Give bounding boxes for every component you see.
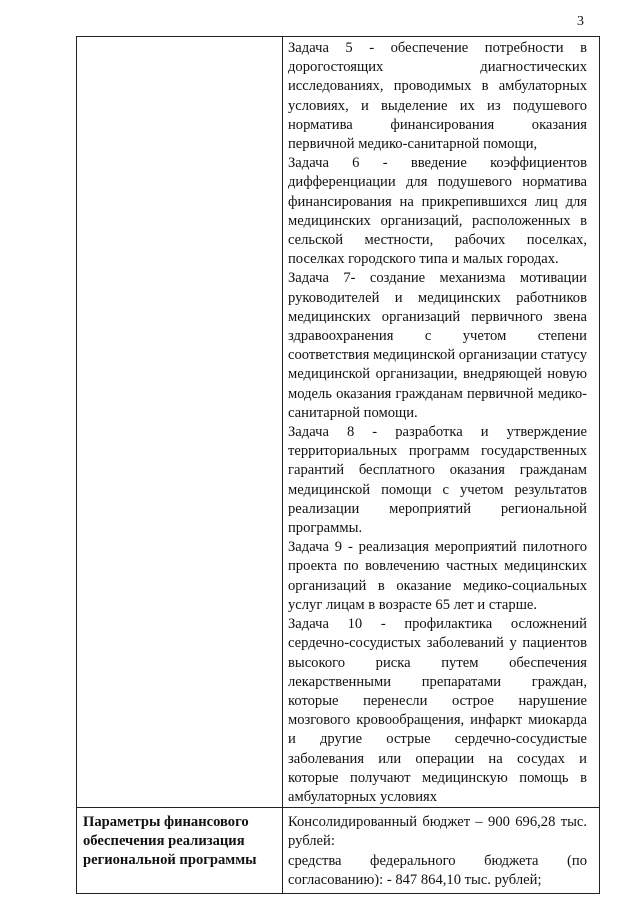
task-9: Задача 9 - реализация мероприятий пилотного проекта по вовлечению частных медицинских организаций в оказание медико-социальных услуг лицам в возрасте 65 лет и старше. xyxy=(288,539,587,613)
financing-text-cell xyxy=(283,808,600,894)
consolidated-budget: Консолидированный бюджет – 900 696,28 тыс. рублей: xyxy=(288,814,587,850)
tasks-row xyxy=(77,37,600,808)
task-7: Задача 7- создание механизма мотивации руководителей и медицинских работников медицинских организаций первичного звена здравоохранения с учетом степени соответствия медицинской организации статусу медицинской организации, внедряющей новую модель оказания гражданам первичной медико-санитарной помощи. xyxy=(288,270,587,421)
tasks-label-cell xyxy=(77,37,283,808)
financing-row xyxy=(77,808,600,894)
task-10: Задача 10 - профилактика осложнений сердечно-сосудистых заболеваний у пациентов высокого риска путем обеспечения лекарственными препаратами граждан, которые перенесли острое нарушение мозгового кровообращения, инфаркт миокарда и другие острые сердечно-сосудистые заболевания или операции на сосудах и которые получают медицинскую помощь в амбулаторных условиях xyxy=(288,616,587,805)
federal-budget: средства федерального бюджета (по согласованию): - 847 864,10 тыс. рублей; xyxy=(288,852,587,888)
task-6: Задача 6 - введение коэффициентов дифференциации для подушевого норматива финансирования на прикрепившихся лиц для медицинских организаций, расположенных в сельской местности, рабочих поселках, поселках городского типа и малых городах. xyxy=(288,155,587,268)
tasks-text-cell xyxy=(283,37,600,808)
task-5: Задача 5 - обеспечение потребности в дорогостоящих диагностических исследованиях, проводимых в амбулаторных условиях, и выделение их из подушевого норматива финансирования оказания первичной медико-санитарной помощи, xyxy=(288,40,587,153)
program-table xyxy=(76,36,600,894)
task-8: Задача 8 - разработка и утверждение территориальных программ государственных гарантий бесплатного оказания гражданам медицинской помощи с учетом результатов реализации мероприятий региональной программы. xyxy=(288,424,587,537)
financing-label: Параметры финансового обеспечения реализация региональной программы xyxy=(77,808,283,894)
page-number: 3 xyxy=(577,14,584,29)
